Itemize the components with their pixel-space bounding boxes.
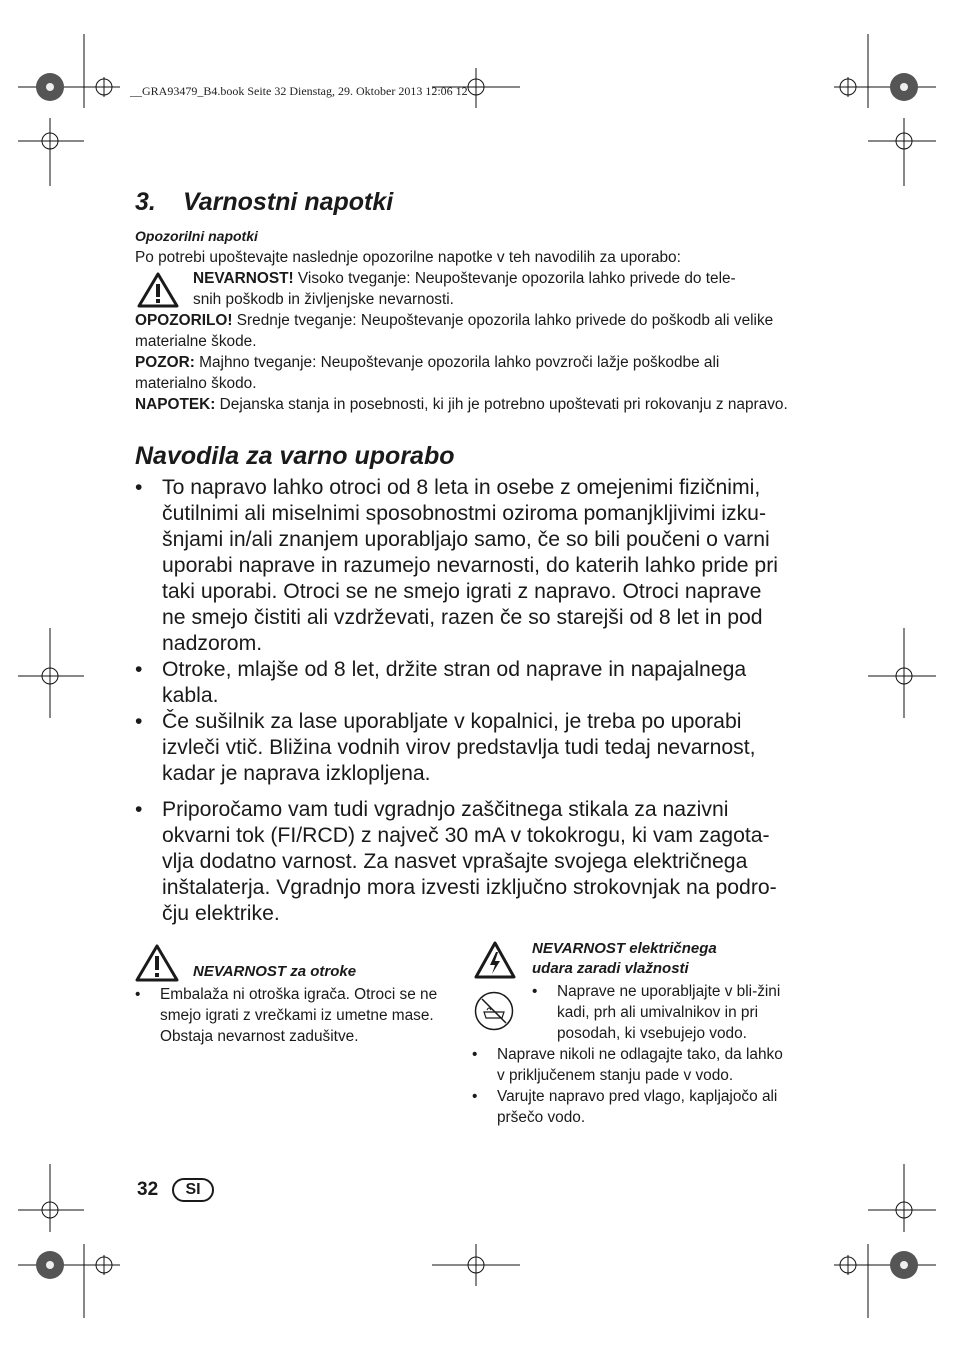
list-item: • Priporočamo vam tudi vgradnjo zaščitnega stikala za nazivni okvarni tok (FI/RCD) z največ 30 mA v tokokrogu, ki vam zagota-vlja dodatno varnost. Za nasvet vprašajte svojega električnega inštalaterja. Vgradnjo mora izvesti izključno strokovnjak na podro-čju elektrike.	[135, 797, 787, 927]
tip-note	[135, 394, 789, 415]
warning-intro-block	[135, 247, 789, 415]
warning-triangle-icon	[135, 944, 179, 982]
children-danger-header	[135, 944, 447, 984]
electric-danger-list-indented	[532, 981, 792, 1044]
list-item: • Embalaža ni otroška igrača. Otroci se ne smejo igrati z vrečkami iz umetne mase. Obstaja nevarnost zadušitve.	[135, 984, 447, 1047]
warning-note	[135, 310, 789, 352]
caution-label: POZOR:	[135, 354, 195, 371]
language-badge: SI	[172, 1178, 214, 1202]
caution-note	[135, 352, 789, 394]
danger-label: NEVARNOST!	[193, 270, 294, 287]
warning-text: Srednje tveganje: Neupoštevanje opozorila lahko privede do poškodb ali velike materialne škode.	[135, 312, 774, 350]
electric-danger-list	[472, 1044, 792, 1128]
warning-triangle-icon	[137, 272, 179, 308]
danger-note	[135, 268, 789, 310]
note-text: Dejanska stanja in posebnosti, ki jih je potrebno upoštevati pri rokovanju z napravo.	[219, 396, 788, 413]
electric-danger-title-1: NEVARNOST električnega	[532, 940, 717, 957]
no-bathtub-icon	[473, 990, 515, 1032]
list-item: • Varujte napravo pred vlago, kapljajočo ali pršečo vodo.	[472, 1086, 792, 1128]
list-item: • Če sušilnik za lase uporabljate v kopalnici, je treba po uporabi izvleči vtič. Bližina vodnih virov predstavlja tudi tedaj nevarnost, kadar je naprava izklopljena.	[135, 709, 787, 787]
section-title	[135, 188, 393, 217]
children-danger-list	[135, 984, 447, 1047]
intro-text: Po potrebi upoštevajte naslednje opozorilne napotke v teh navodilih za uporabo:	[135, 249, 681, 266]
electric-danger-title-2: udara zaradi vlažnosti	[532, 960, 689, 977]
section-title-text: Varnostni napotki	[183, 188, 394, 216]
no-bath-section	[472, 981, 792, 1044]
list-item: • Otroke, mlajše od 8 let, držite stran od naprave in napajalnega kabla.	[135, 657, 787, 709]
electric-danger-header	[472, 939, 792, 981]
list-item: • Naprave nikoli ne odlagajte tako, da lahko v priključenem stanju pade v vodo.	[472, 1044, 792, 1086]
subsection-title: Opozorilni napotki	[135, 228, 258, 244]
safe-use-title: Navodila za varno uporabo	[135, 442, 455, 470]
list-item: • Naprave ne uporabljajte v bli-žini kadi, prh ali umivalnikov in pri posodah, ki vsebujejo vodo.	[532, 981, 792, 1044]
page-number: 32	[137, 1179, 159, 1200]
print-header-line: __GRA93479_B4.book Seite 32 Dienstag, 29. Oktober 2013 12:06 12	[130, 84, 468, 98]
electric-danger-box	[472, 939, 792, 1128]
safe-use-list	[135, 475, 787, 927]
warning-label: OPOZORILO!	[135, 312, 233, 329]
section-number: 3.	[135, 188, 156, 216]
list-item: • To napravo lahko otroci od 8 leta in osebe z omejenimi fizičnimi, čutilnimi ali miselnimi sposobnostmi oziroma pomanjkljivimi izku-šnjami in/ali znanjem uporabljajo samo, če so bili poučeni o varni uporabi naprave in razumejo nevarnosti, do katerih lahko pride pri taki uporabi. Otroci se ne smejo igrati z napravo. Otroci naprave ne smejo čistiti ali vzdrževati, razen če so starejši od 8 let in pod nadzorom.	[135, 475, 787, 657]
danger-text-2: snih poškodb in življenjske nevarnosti.	[193, 291, 454, 308]
children-danger-box	[135, 944, 447, 1047]
electric-hazard-icon	[474, 941, 516, 979]
children-danger-title: NEVARNOST za otroke	[193, 963, 357, 980]
danger-text-1: Visoko tveganje: Neupoštevanje opozorila lahko privede do tele-	[297, 270, 736, 287]
note-label: NAPOTEK:	[135, 396, 216, 413]
caution-text: Majhno tveganje: Neupoštevanje opozorila lahko povzroči lažje poškodbe ali materialno škodo.	[135, 354, 720, 392]
